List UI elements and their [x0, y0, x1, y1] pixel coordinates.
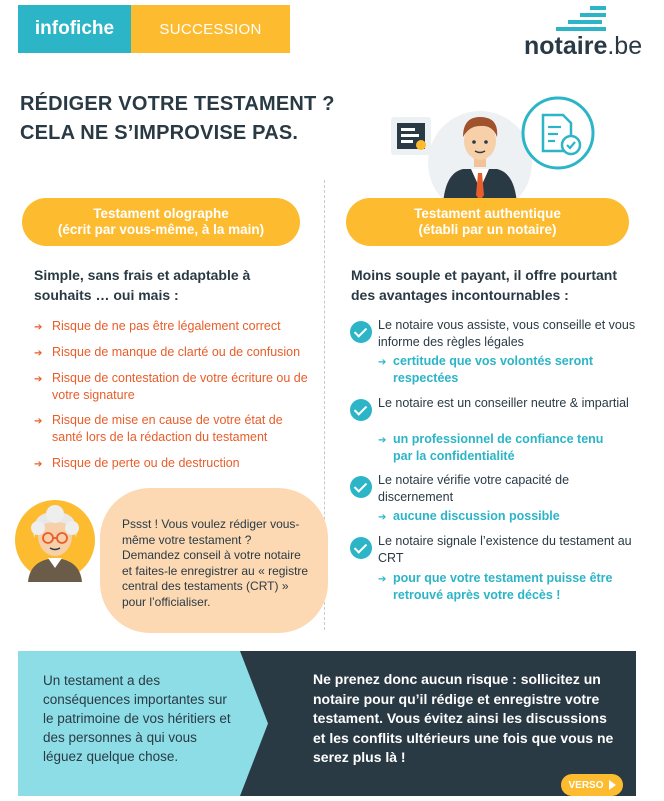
logo-text: notaire.be	[524, 32, 643, 60]
title-line-2: CELA NE S’IMPROVISE PAS.	[20, 122, 299, 144]
arrow-right-icon: ➔	[34, 416, 43, 427]
check-circle-icon	[350, 321, 372, 343]
title-line-1: RÉDIGER VOTRE TESTAMENT ?	[20, 93, 335, 115]
arrow-right-icon: ➔	[34, 374, 43, 385]
olographe-subtitle: (écrit par vous-même, à la main)	[57, 222, 265, 237]
list-item: ➔ Risque de mise en cause de votre état de santé lors de la rédaction du testament	[34, 413, 283, 444]
verso-button[interactable]: VERSO	[561, 774, 623, 796]
list-item: ➔ Risque de perte ou de destruction	[34, 455, 240, 472]
arrow-right-icon: ➔	[378, 574, 387, 585]
speech-bubble-text: Pssst ! Vous voulez rédiger vous-même votre testament ? Demandez conseil à votre notaire et faites-le enregistrer au « registre central des testaments (CRT) » pour l’officialiser.	[122, 517, 309, 609]
page-title	[20, 90, 380, 148]
advice-text: Ne prenez donc aucun risque : sollicitez un notaire pour qu’il rédige et enregistre votre testament. Vous évitez ainsi les discussions et les conflits ultérieurs une fois que vous ne serez plus là !	[313, 671, 614, 765]
document-check-icon	[523, 98, 593, 168]
arrow-right-icon: ➔	[378, 512, 387, 523]
check-circle-icon	[350, 476, 372, 498]
play-arrow-icon	[609, 780, 616, 790]
notaire-logo[interactable]	[524, 4, 646, 60]
olographe-title: Testament olographe	[93, 206, 229, 221]
authentique-pill	[346, 198, 629, 246]
certificate-icon	[391, 117, 431, 155]
arrow-right-icon: ➔	[378, 357, 387, 368]
notary-illustration	[383, 95, 613, 205]
logo-bars-icon	[550, 4, 620, 34]
authentique-subtitle: (établi par un notaire)	[418, 222, 557, 237]
check-circle-icon	[350, 399, 372, 421]
list-item: ➔ Risque de manque de clarté ou de confusion	[34, 344, 300, 361]
category-label: SUCCESSION	[131, 5, 290, 53]
infofiche-badge: infofiche	[18, 5, 131, 53]
olographe-pill	[22, 198, 300, 246]
consequences-text: Un testament a des conséquences importantes sur le patrimoine de vos héritiers et des personnes à qui vous léguez quelque chose.	[43, 673, 231, 764]
list-item: ➔ Risque de contestation de votre écriture ou de votre signature	[34, 371, 308, 402]
list-item: ➔ Risque de ne pas être légalement correct	[34, 318, 281, 335]
olographe-intro: Simple, sans frais et adaptable à souhaits … oui mais :	[34, 267, 251, 303]
bottom-banner	[18, 651, 636, 796]
arrow-right-icon: ➔	[34, 459, 43, 470]
authentique-title: Testament authentique	[414, 206, 561, 221]
check-circle-icon	[350, 537, 372, 559]
arrow-right-icon: ➔	[34, 348, 43, 359]
notary-avatar	[428, 111, 532, 205]
authentique-intro: Moins souple et payant, il offre pourtant des avantages incontournables :	[351, 267, 618, 303]
elderly-woman-avatar	[14, 498, 96, 582]
arrow-right-icon: ➔	[34, 322, 43, 333]
arrow-right-icon: ➔	[378, 435, 387, 446]
